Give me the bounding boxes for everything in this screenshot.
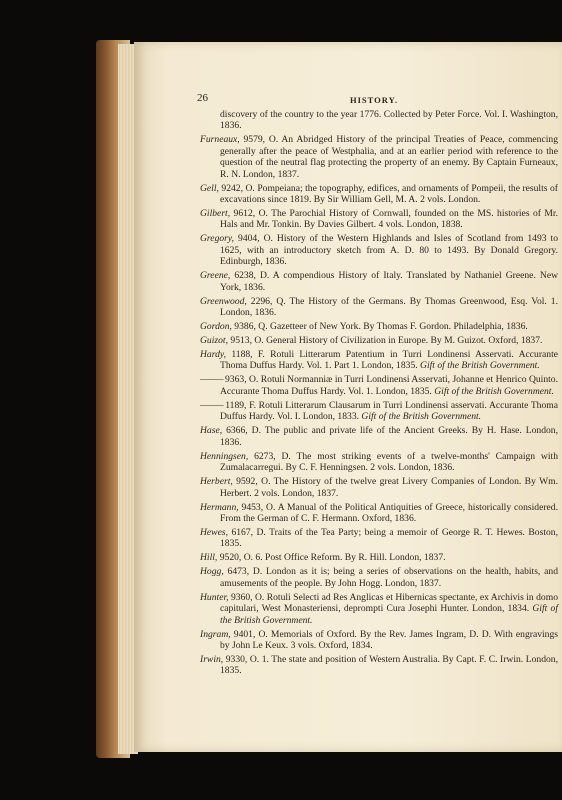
- catalog-entry: [200, 566, 558, 589]
- entry-author: Hardy,: [200, 349, 227, 361]
- catalog-entry: [200, 400, 558, 423]
- entry-author: Gregory,: [200, 233, 235, 245]
- entry-author: Hermann,: [200, 501, 239, 513]
- entry-author: Hill,: [200, 552, 218, 564]
- entry-text: 9330, O. 1. The state and position of Western Australia. By Capt. F. C. Irwin. London, 1835.: [220, 653, 558, 677]
- entry-gift-note: Gift of the British Government.: [434, 385, 554, 397]
- catalog-entry: [200, 425, 558, 448]
- entry-author: Guizot,: [200, 335, 228, 347]
- entry-author: Hewes,: [200, 526, 228, 538]
- entry-text: 6366, D. The public and private life of the Ancient Greeks. By H. Hase. London, 1836.: [220, 425, 558, 448]
- entry-author: Greenwood,: [200, 295, 247, 307]
- catalog-entry: [200, 183, 558, 206]
- catalog-entry: [200, 502, 558, 525]
- entry-gift-note: Gift of the British Government.: [420, 360, 540, 372]
- catalog-entry: [200, 349, 558, 372]
- catalog-entry: [200, 335, 558, 346]
- entry-text: 9363, O. Rotuli Normanniæ in Turri Londinensi Asservati, Johanne et Henrico Quinto. Accurante Thoma Duffus Hardy. Vol. 1. London, 1835.: [220, 374, 558, 397]
- catalog-entry: [200, 270, 558, 293]
- entry-text: 9404, O. History of the Western Highlands and Isles of Scotland from 1493 to 1625, with an introductory sketch from A. D. 80 to 1493. By Donald Gregory. Edinburgh, 1836.: [220, 233, 558, 268]
- entry-text: 9401, O. Memorials of Oxford. By the Rev. James Ingram, D. D. With engravings by John Le Keux. 3 vols. Oxford, 1834.: [220, 628, 558, 651]
- entry-author: Irwin,: [200, 653, 224, 665]
- catalog-entry: [200, 374, 558, 397]
- catalog-entry: [200, 451, 558, 474]
- entry-text: 6167, D. Traits of the Tea Party; being a memoir of George R. T. Hewes. Boston, 1835.: [220, 526, 558, 550]
- entry-text: 9592, O. The History of the twelve great Livery Companies of London. By Wm. Herbert. 2 vols. London, 1837.: [220, 476, 558, 499]
- catalog-entry: [200, 476, 558, 499]
- catalog-entry: [200, 208, 558, 231]
- entry-text: 1188, F. Rotuli Litterarum Patentium in Turri Londinensi Asservati. Accurante Thoma Duffus Hardy. Vol. 1. Part 1. London, 1835.: [220, 349, 558, 372]
- entry-author: Hase,: [200, 425, 223, 437]
- entry-text: 6473, D. London as it is; being a series of observations on the health, habits, and amusements of the people. By John Hogg. London, 1837.: [220, 566, 558, 589]
- entry-author: Herbert,: [200, 476, 233, 488]
- catalog-entry: [200, 233, 558, 267]
- entry-text: 1189, F. Rotuli Litterarum Clausarum in Turri Londinensi asservati. Accurante Thoma Duffus Hardy. Vol. I. London, 1833.: [220, 399, 558, 423]
- entry-author: Hogg,: [200, 566, 224, 578]
- entry-gift-note: Gift of the British Government.: [220, 603, 558, 626]
- entry-text: 9386, Q. Gazetteer of New York. By Thomas F. Gordon. Philadelphia, 1836.: [231, 321, 528, 333]
- entry-text: 9360, O. Rotuli Selecti ad Res Anglicas et Hibernicas spectante, ex Archivis in domo capitulari, West Monasteriensi, deprompti Cura Josephi Hunter. London, 1834.: [220, 591, 558, 615]
- entry-text: discovery of the country to the year 1776. Collected by Peter Force. Vol. I. Washington, 1836.: [220, 109, 558, 132]
- catalog-entry: [200, 654, 558, 677]
- page-number: 26: [197, 92, 208, 104]
- entry-text: 9612, O. The Parochial History of Cornwall, founded on the MS. histories of Mr. Hals and Mr. Tonkin. By Davies Gilbert. 4 vols. London, 1838.: [220, 208, 558, 231]
- entry-text: 6273, D. The most striking events of a twelve-months' Campaign with Zumalacarregui. By C. F. Henningsen. 2 vols. London, 1836.: [220, 450, 558, 474]
- catalog-entry: [200, 296, 558, 319]
- catalog-entry: [200, 552, 558, 563]
- catalog-entries: [200, 109, 558, 679]
- entry-text: 6238, D. A compendious History of Italy. Translated by Nathaniel Greene. New York, 1836.: [220, 270, 558, 293]
- entry-text: 9579, O. An Abridged History of the principal Treaties of Peace, commencing generally after the peace of Westphalia, and at an earlier period with reference to the question of the neutral flag protecting the property of an enemy. By Captain Furneaux, R. N. London, 1837.: [220, 134, 558, 180]
- running-head: HISTORY.: [350, 95, 399, 105]
- entry-text: 9242, O. Pompeiana; the topography, edifices, and ornaments of Pompeii, the results of excavations since 1819. By Sir William Gell, M. A. 2 vols. London.: [218, 182, 558, 206]
- catalog-entry: [200, 629, 558, 652]
- entry-author: Gell,: [200, 182, 219, 194]
- catalog-entry: [200, 109, 558, 132]
- entry-text: 2296, Q. The History of the Germans. By Thomas Greenwood, Esq. Vol. 1. London, 1836.: [220, 295, 558, 319]
- entry-author: Ingram,: [200, 628, 231, 640]
- catalog-entry: [200, 527, 558, 550]
- entry-text: 9453, O. A Manual of the Political Antiquities of Greece, historically considered. From the German of C. F. Hermann. Oxford, 1836.: [220, 501, 558, 524]
- entry-author: Gordon,: [200, 321, 232, 333]
- entry-gift-note: Gift of the British Government.: [361, 411, 482, 423]
- entry-text: 9513, O. General History of Civilization in Europe. By M. Guizot. Oxford, 1837.: [228, 335, 543, 347]
- entry-author: Henningsen,: [200, 450, 249, 462]
- entry-author: ———: [200, 374, 223, 386]
- entry-author: Hunter,: [200, 591, 229, 603]
- entry-author: Greene,: [200, 270, 231, 282]
- catalog-entry: [200, 321, 558, 332]
- catalog-entry: [200, 592, 558, 626]
- entry-author: Furneaux,: [200, 134, 240, 146]
- entry-author: Gilbert,: [200, 208, 231, 220]
- entry-author: ———: [200, 399, 223, 411]
- entry-text: 9520, O. 6. Post Office Reform. By R. Hill. London, 1837.: [217, 552, 446, 564]
- catalog-entry: [200, 134, 558, 180]
